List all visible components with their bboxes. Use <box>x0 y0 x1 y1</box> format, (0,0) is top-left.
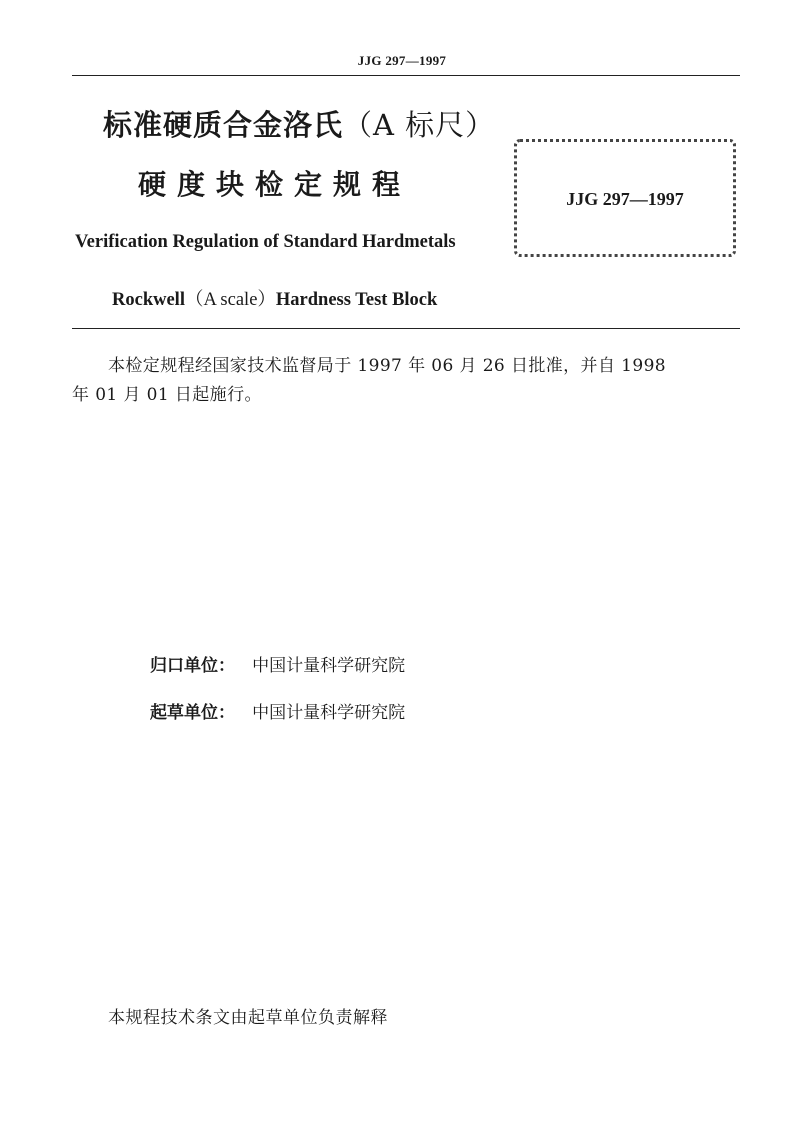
approval-text-line-2: 年 01 月 01 日起施行。 <box>72 385 262 405</box>
responsible-unit-value: 中国计量科学研究院 <box>252 656 406 676</box>
interpretation-note: 本规程技术条文由起草单位负责解释 <box>108 1008 388 1028</box>
title-chinese-line-1 <box>103 103 495 144</box>
approval-text-line-1: 本检定规程经国家技术监督局于 1997 年 06 月 26 日批准，并自 1998 <box>108 356 667 376</box>
header-standard-code: JJG 297—1997 <box>357 53 447 68</box>
title-en-scale: （A scale） <box>184 290 276 310</box>
title-english-line-2 <box>112 285 437 311</box>
title-english-line-1: Verification Regulation of Standard Hardmetals <box>75 232 456 252</box>
title-chinese-line-2: 硬度块检定规程 <box>138 168 412 201</box>
title-cn-main: 标准硬质合金洛氏 <box>103 108 344 142</box>
standard-code-box-text: JJG 297—1997 <box>566 189 684 209</box>
drafting-unit-label: 起草单位： <box>150 703 235 723</box>
title-en-test-block: Hardness Test Block <box>275 290 438 310</box>
title-rule <box>72 328 740 329</box>
drafting-unit-value: 中国计量科学研究院 <box>252 703 406 723</box>
responsible-unit-label: 归口单位： <box>150 656 235 676</box>
drafting-unit-row <box>150 698 405 723</box>
header-rule <box>72 75 740 76</box>
title-cn-paren: （A 标尺） <box>343 108 496 142</box>
title-en-rockwell: Rockwell <box>112 290 185 310</box>
responsible-unit-row <box>150 651 405 676</box>
